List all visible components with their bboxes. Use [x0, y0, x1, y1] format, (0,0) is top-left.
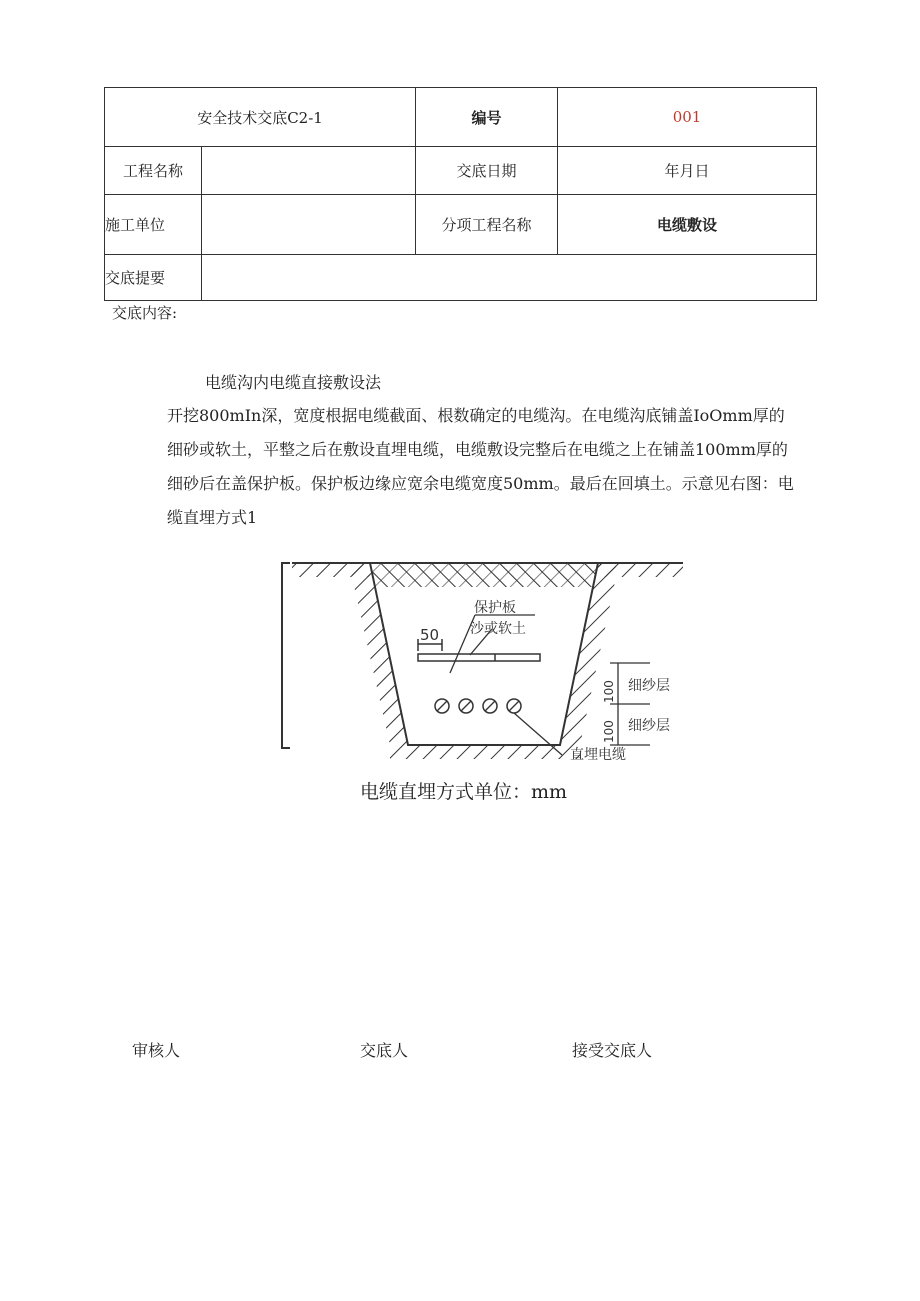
protective-plate	[418, 654, 540, 661]
number-value: 001	[558, 88, 817, 147]
header-table	[104, 87, 817, 301]
layer-100-top-label: 100	[602, 680, 616, 703]
dimension-50-label: 50	[420, 626, 440, 644]
summary-value	[202, 255, 817, 301]
figure-caption: 电缆直埋方式单位：mm	[360, 781, 568, 803]
project-name-value	[202, 147, 416, 195]
content-label: 交底内容:	[112, 304, 178, 322]
sand-soil-label: 沙或软土	[470, 621, 526, 637]
reviewer-label: 审核人	[132, 1041, 181, 1060]
depth-bracket	[282, 563, 290, 748]
content-paragraph	[167, 399, 817, 535]
document-title: 安全技术交底C2-1	[105, 88, 416, 147]
layer-100-bottom-label: 100	[602, 720, 616, 743]
cables	[435, 699, 521, 713]
construction-unit-label: 施工单位	[105, 195, 202, 255]
subproject-name-label: 分项工程名称	[416, 195, 558, 255]
project-name-label: 工程名称	[105, 147, 202, 195]
receiver-label: 接受交底人	[572, 1041, 653, 1060]
trench-bottom-hatch	[390, 745, 580, 759]
subproject-name-value: 电缆敷设	[558, 195, 817, 255]
cable-trench-diagram	[270, 555, 690, 775]
fine-sand-top-label: 细纱层	[628, 678, 670, 694]
trench-wall-hatch-right	[560, 563, 616, 745]
construction-unit-value	[202, 195, 416, 255]
date-value: 年月日	[558, 147, 817, 195]
direct-buried-cable-label: 直埋电缆	[570, 747, 626, 763]
presenter-label: 交底人	[360, 1041, 409, 1060]
paragraph-line: 开挖800mIn深，宽度根据电缆截面、根数确定的电缆沟。在电缆沟底铺盖IoOmm厚的	[167, 406, 785, 425]
trench-wall-hatch-left	[352, 563, 408, 745]
fine-sand-bottom-label: 细纱层	[628, 718, 670, 734]
paragraph-line: 细砂或软土，平整之后在敷设直埋电缆，电缆敷设完整后在电缆之上在铺盖100mm厚的	[167, 440, 788, 459]
content-heading: 电缆沟内电缆直接敷设法	[205, 373, 382, 392]
protect-plate-label: 保护板	[474, 600, 516, 616]
date-label: 交底日期	[416, 147, 558, 195]
number-label: 编号	[416, 88, 558, 147]
backfill-chevrons	[370, 563, 600, 587]
summary-label: 交底提要	[105, 255, 202, 301]
paragraph-line: 细砂后在盖保护板。保护板边缘应宽余电缆宽度50mm。最后在回填土。示意见右图：电	[167, 474, 794, 493]
paragraph-line: 缆直埋方式1	[167, 508, 258, 527]
